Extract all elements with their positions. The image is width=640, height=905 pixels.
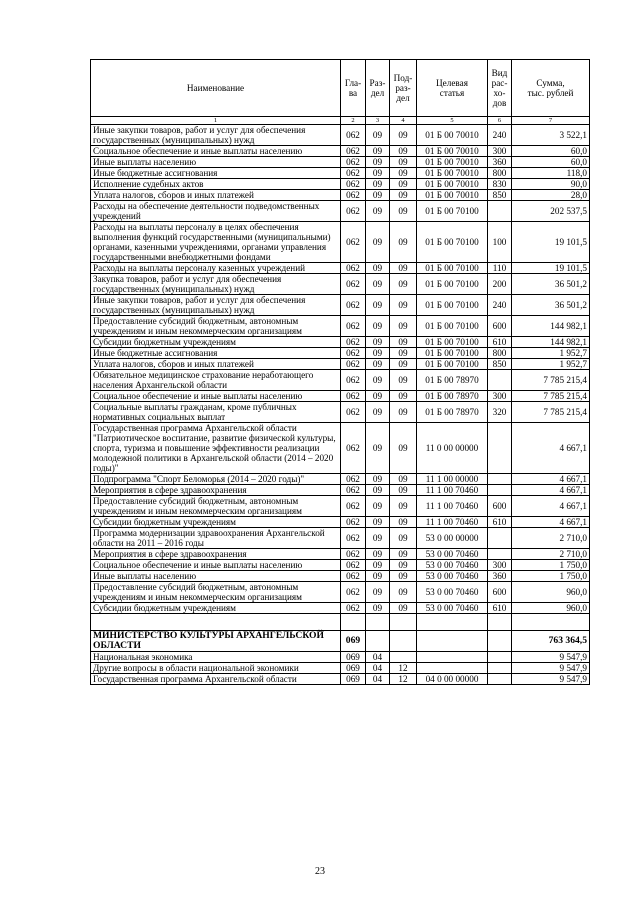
cell-podrazdel: 12 (390, 663, 417, 674)
cell-razdel: 09 (366, 348, 390, 359)
cell-name: Социальное обеспечение и иные выплаты населению (91, 560, 341, 571)
cell-name: Социальное обеспечение и иные выплаты населению (91, 146, 341, 157)
cell-vid: 300 (488, 560, 512, 571)
cell-name: Социальные выплаты гражданам, кроме публичных нормативных социальных выплат (91, 402, 341, 423)
cell-name: Другие вопросы в области национальной экономики (91, 663, 341, 674)
cell-razdel: 09 (366, 549, 390, 560)
cell-statya: 01 Б 00 70010 (417, 157, 488, 168)
cell-statya: 01 Б 00 70100 (417, 222, 488, 263)
cell-name: Обязательное медицинское страхование неработающего населения Архангельской области (91, 370, 341, 391)
table-row (91, 496, 590, 517)
cell-glava: 062 (341, 496, 366, 517)
cell-podrazdel: 09 (390, 485, 417, 496)
cell-razdel: 09 (366, 125, 390, 146)
cell-podrazdel: 09 (390, 348, 417, 359)
cell-razdel: 09 (366, 485, 390, 496)
cell-razdel: 09 (366, 190, 390, 201)
cell-vid: 300 (488, 146, 512, 157)
cell-glava: 069 (341, 631, 366, 652)
cell-podrazdel: 09 (390, 571, 417, 582)
cell-razdel: 09 (366, 222, 390, 263)
empty-cell (366, 614, 390, 631)
cell-summa: 9 547,9 (512, 674, 590, 685)
cell-podrazdel: 09 (390, 560, 417, 571)
cell-podrazdel: 12 (390, 674, 417, 685)
cell-name: Национальная экономика (91, 652, 341, 663)
cell-statya: 53 0 00 70460 (417, 549, 488, 560)
cell-podrazdel: 09 (390, 190, 417, 201)
table-row (91, 402, 590, 423)
table-body (91, 125, 590, 685)
cell-statya: 01 Б 00 70100 (417, 348, 488, 359)
cell-statya: 11 1 00 00000 (417, 474, 488, 485)
cell-glava: 062 (341, 125, 366, 146)
empty-cell (91, 614, 341, 631)
cell-razdel: 09 (366, 274, 390, 295)
cell-vid: 800 (488, 168, 512, 179)
cell-summa: 19 101,5 (512, 263, 590, 274)
table-row (91, 337, 590, 348)
cell-glava: 062 (341, 391, 366, 402)
cell-podrazdel: 09 (390, 549, 417, 560)
cell-glava: 062 (341, 348, 366, 359)
cell-statya: 53 0 00 70460 (417, 560, 488, 571)
table-row (91, 348, 590, 359)
cell-name: Государственная программа Архангельской области (91, 674, 341, 685)
cell-podrazdel: 09 (390, 582, 417, 603)
cell-name: Расходы на обеспечение деятельности подведомственных учреждений (91, 201, 341, 222)
cell-summa: 960,0 (512, 582, 590, 603)
table-row (91, 125, 590, 146)
cell-podrazdel (390, 631, 417, 652)
cell-razdel: 09 (366, 402, 390, 423)
table-row (91, 295, 590, 316)
table-row (91, 190, 590, 201)
cell-vid (488, 370, 512, 391)
cell-glava: 062 (341, 560, 366, 571)
cell-podrazdel: 09 (390, 528, 417, 549)
cell-name: Мероприятия в сфере здравоохранения (91, 485, 341, 496)
cell-glava: 062 (341, 168, 366, 179)
cell-name: Уплата налогов, сборов и иных платежей (91, 359, 341, 370)
table-row (91, 603, 590, 614)
table-row (91, 631, 590, 652)
cell-vid (488, 423, 512, 474)
cell-vid: 850 (488, 359, 512, 370)
cell-statya: 53 0 00 70460 (417, 603, 488, 614)
cell-razdel: 09 (366, 370, 390, 391)
page-number: 23 (315, 866, 325, 877)
cell-summa: 4 667,1 (512, 474, 590, 485)
cell-podrazdel: 09 (390, 295, 417, 316)
cell-statya: 01 Б 00 70010 (417, 125, 488, 146)
cell-summa: 144 982,1 (512, 337, 590, 348)
cell-name: Субсидии бюджетным учреждениям (91, 517, 341, 528)
cell-name: Иные бюджетные ассигнования (91, 348, 341, 359)
cell-statya: 01 Б 00 70100 (417, 201, 488, 222)
cell-name: Субсидии бюджетным учреждениям (91, 337, 341, 348)
cell-podrazdel: 09 (390, 168, 417, 179)
cell-glava: 069 (341, 674, 366, 685)
table-row (91, 274, 590, 295)
cell-vid: 610 (488, 603, 512, 614)
cell-name: Программа модернизации здравоохранения Архангельской области на 2011 – 2016 годы (91, 528, 341, 549)
cell-razdel: 09 (366, 391, 390, 402)
cell-glava: 069 (341, 663, 366, 674)
cell-statya: 01 Б 00 78970 (417, 391, 488, 402)
cell-statya: 01 Б 00 70100 (417, 337, 488, 348)
cell-name: Расходы на выплаты персоналу казенных учреждений (91, 263, 341, 274)
cell-vid (488, 631, 512, 652)
cell-glava: 062 (341, 549, 366, 560)
cell-razdel: 04 (366, 674, 390, 685)
cell-statya: 01 Б 00 70100 (417, 295, 488, 316)
table-row (91, 146, 590, 157)
table-row (91, 359, 590, 370)
cell-name: Уплата налогов, сборов и иных платежей (91, 190, 341, 201)
cell-razdel: 09 (366, 423, 390, 474)
cell-glava: 062 (341, 222, 366, 263)
cell-razdel: 09 (366, 582, 390, 603)
cell-summa: 36 501,2 (512, 295, 590, 316)
cell-glava: 062 (341, 571, 366, 582)
cell-vid: 200 (488, 274, 512, 295)
cell-name: Предоставление субсидий бюджетным, автономным учреждениям и иным некоммерческим организациям (91, 316, 341, 337)
cell-name: МИНИСТЕРСТВО КУЛЬТУРЫ АРХАНГЕЛЬСКОЙ ОБЛАСТИ (91, 631, 341, 652)
cell-podrazdel: 09 (390, 263, 417, 274)
cell-vid: 360 (488, 157, 512, 168)
cell-name: Иные закупки товаров, работ и услуг для обеспечения государственных (муниципальных) нужд (91, 125, 341, 146)
cell-vid: 600 (488, 316, 512, 337)
cell-podrazdel: 09 (390, 603, 417, 614)
cell-statya: 01 Б 00 70100 (417, 359, 488, 370)
cell-summa: 4 667,1 (512, 423, 590, 474)
table-row (91, 201, 590, 222)
cell-glava: 062 (341, 474, 366, 485)
cell-razdel: 04 (366, 663, 390, 674)
cell-glava: 062 (341, 179, 366, 190)
header-podrazdel: Под- раз- дел (390, 60, 417, 117)
cell-statya: 01 Б 00 70010 (417, 168, 488, 179)
cell-summa: 7 785 215,4 (512, 391, 590, 402)
cell-podrazdel: 09 (390, 337, 417, 348)
cell-statya: 01 Б 00 70100 (417, 263, 488, 274)
cell-summa: 1 952,7 (512, 359, 590, 370)
cell-vid (488, 485, 512, 496)
cell-razdel: 09 (366, 146, 390, 157)
cell-name: Иные бюджетные ассигнования (91, 168, 341, 179)
cell-vid: 830 (488, 179, 512, 190)
cell-glava: 069 (341, 652, 366, 663)
cell-razdel: 09 (366, 179, 390, 190)
cell-vid (488, 549, 512, 560)
cell-statya (417, 652, 488, 663)
table-row (91, 528, 590, 549)
cell-podrazdel: 09 (390, 316, 417, 337)
cell-razdel: 09 (366, 337, 390, 348)
cell-razdel: 09 (366, 474, 390, 485)
spacer-row (91, 614, 590, 631)
cell-vid: 240 (488, 125, 512, 146)
cell-glava: 062 (341, 423, 366, 474)
cell-razdel (366, 631, 390, 652)
table-row (91, 571, 590, 582)
cell-name: Мероприятия в сфере здравоохранения (91, 549, 341, 560)
cell-podrazdel: 09 (390, 496, 417, 517)
cell-summa: 1 750,0 (512, 571, 590, 582)
cell-summa: 7 785 215,4 (512, 402, 590, 423)
cell-razdel: 09 (366, 263, 390, 274)
cell-summa: 4 667,1 (512, 496, 590, 517)
cell-glava: 062 (341, 337, 366, 348)
cell-podrazdel: 09 (390, 157, 417, 168)
table-row (91, 157, 590, 168)
cell-vid: 110 (488, 263, 512, 274)
column-number: 5 (417, 117, 488, 125)
cell-summa: 2 710,0 (512, 528, 590, 549)
cell-statya: 53 0 00 00000 (417, 528, 488, 549)
cell-razdel: 09 (366, 295, 390, 316)
table-row (91, 179, 590, 190)
cell-statya: 01 Б 00 70010 (417, 179, 488, 190)
cell-podrazdel: 09 (390, 402, 417, 423)
cell-glava: 062 (341, 190, 366, 201)
cell-statya: 53 0 00 70460 (417, 582, 488, 603)
cell-podrazdel: 09 (390, 359, 417, 370)
header-razdel: Раз- дел (366, 60, 390, 117)
cell-podrazdel: 09 (390, 517, 417, 528)
cell-podrazdel: 09 (390, 474, 417, 485)
cell-podrazdel: 09 (390, 201, 417, 222)
cell-glava: 062 (341, 359, 366, 370)
cell-glava: 062 (341, 402, 366, 423)
header-summa: Сумма, тыс. рублей (512, 60, 590, 117)
cell-glava: 062 (341, 157, 366, 168)
cell-summa: 90,0 (512, 179, 590, 190)
cell-podrazdel: 09 (390, 423, 417, 474)
cell-statya: 04 0 00 00000 (417, 674, 488, 685)
cell-statya: 53 0 00 70460 (417, 571, 488, 582)
cell-glava: 062 (341, 485, 366, 496)
column-number: 1 (91, 117, 341, 125)
cell-name: Иные выплаты населению (91, 571, 341, 582)
column-number: 2 (341, 117, 366, 125)
column-number: 7 (512, 117, 590, 125)
cell-vid (488, 528, 512, 549)
cell-statya: 01 Б 00 70010 (417, 146, 488, 157)
cell-vid (488, 663, 512, 674)
cell-razdel: 09 (366, 316, 390, 337)
cell-podrazdel: 09 (390, 179, 417, 190)
cell-vid: 360 (488, 571, 512, 582)
cell-summa: 144 982,1 (512, 316, 590, 337)
cell-vid: 610 (488, 517, 512, 528)
cell-summa: 960,0 (512, 603, 590, 614)
table-header-row (91, 60, 590, 117)
cell-name: Иные выплаты населению (91, 157, 341, 168)
cell-summa: 1 750,0 (512, 560, 590, 571)
cell-name: Иные закупки товаров, работ и услуг для обеспечения государственных (муниципальных) нужд (91, 295, 341, 316)
cell-razdel: 09 (366, 560, 390, 571)
cell-statya (417, 631, 488, 652)
cell-summa: 9 547,9 (512, 663, 590, 674)
table-row (91, 485, 590, 496)
cell-vid: 240 (488, 295, 512, 316)
cell-summa: 4 667,1 (512, 517, 590, 528)
cell-name: Социальное обеспечение и иные выплаты населению (91, 391, 341, 402)
cell-statya: 11 1 00 70460 (417, 485, 488, 496)
cell-name: Предоставление субсидий бюджетным, автономным учреждениям и иным некоммерческим организациям (91, 582, 341, 603)
header-vid: Вид рас- хо- дов (488, 60, 512, 117)
table-row (91, 517, 590, 528)
column-number-row (91, 117, 590, 125)
cell-summa: 60,0 (512, 146, 590, 157)
cell-statya: 01 Б 00 70010 (417, 190, 488, 201)
cell-razdel: 09 (366, 201, 390, 222)
column-number: 4 (390, 117, 417, 125)
cell-summa: 4 667,1 (512, 485, 590, 496)
cell-name: Субсидии бюджетным учреждениям (91, 603, 341, 614)
table-row (91, 222, 590, 263)
empty-cell (512, 614, 590, 631)
cell-glava: 062 (341, 603, 366, 614)
cell-glava: 062 (341, 528, 366, 549)
cell-vid: 600 (488, 582, 512, 603)
cell-glava: 062 (341, 146, 366, 157)
cell-statya: 01 Б 00 70100 (417, 316, 488, 337)
cell-summa: 118,0 (512, 168, 590, 179)
cell-razdel: 09 (366, 359, 390, 370)
cell-statya: 11 0 00 00000 (417, 423, 488, 474)
table-row (91, 549, 590, 560)
cell-glava: 062 (341, 582, 366, 603)
cell-glava: 062 (341, 517, 366, 528)
cell-summa: 9 547,9 (512, 652, 590, 663)
empty-cell (341, 614, 366, 631)
table-row (91, 263, 590, 274)
cell-razdel: 09 (366, 603, 390, 614)
cell-glava: 062 (341, 295, 366, 316)
column-number: 6 (488, 117, 512, 125)
header-name: Наименование (91, 60, 341, 117)
cell-vid (488, 474, 512, 485)
cell-name: Государственная программа Архангельской области "Патриотическое воспитание, развитие физической культуры, спорта, туризма и повышение эффективности реализации молодежной политики в Архангельской области (2014 – 2020 годы)" (91, 423, 341, 474)
cell-name: Исполнение судебных актов (91, 179, 341, 190)
cell-podrazdel (390, 652, 417, 663)
table-row (91, 391, 590, 402)
table-row (91, 370, 590, 391)
cell-vid: 300 (488, 391, 512, 402)
table-row (91, 652, 590, 663)
cell-glava: 062 (341, 274, 366, 295)
cell-name: Расходы на выплаты персоналу в целях обеспечения выполнения функций государственными (муниципальными) органами, казенными учреждениями, органами управления государственными внебюджетными фондами (91, 222, 341, 263)
cell-summa: 763 364,5 (512, 631, 590, 652)
cell-summa: 202 537,5 (512, 201, 590, 222)
cell-podrazdel: 09 (390, 391, 417, 402)
cell-summa: 7 785 215,4 (512, 370, 590, 391)
empty-cell (488, 614, 512, 631)
cell-summa: 36 501,2 (512, 274, 590, 295)
table-row (91, 582, 590, 603)
cell-statya (417, 663, 488, 674)
table-row (91, 423, 590, 474)
table-row (91, 674, 590, 685)
cell-name: Предоставление субсидий бюджетным, автономным учреждениям и иным некоммерческим организациям (91, 496, 341, 517)
cell-statya: 01 Б 00 78970 (417, 402, 488, 423)
cell-glava: 062 (341, 263, 366, 274)
cell-podrazdel: 09 (390, 370, 417, 391)
cell-vid: 800 (488, 348, 512, 359)
cell-vid: 600 (488, 496, 512, 517)
cell-razdel: 09 (366, 168, 390, 179)
cell-vid (488, 674, 512, 685)
table-row (91, 474, 590, 485)
cell-name: Подпрограмма "Спорт Беломорья (2014 – 2020 годы)" (91, 474, 341, 485)
cell-glava: 062 (341, 201, 366, 222)
cell-razdel: 09 (366, 517, 390, 528)
cell-statya: 01 Б 00 70100 (417, 274, 488, 295)
cell-vid (488, 652, 512, 663)
cell-statya: 11 1 00 70460 (417, 496, 488, 517)
cell-podrazdel: 09 (390, 274, 417, 295)
cell-glava: 062 (341, 316, 366, 337)
cell-glava: 062 (341, 370, 366, 391)
budget-table (90, 59, 590, 685)
cell-name: Закупка товаров, работ и услуг для обеспечения государственных (муниципальных) нужд (91, 274, 341, 295)
header-glava: Гла- ва (341, 60, 366, 117)
cell-podrazdel: 09 (390, 146, 417, 157)
cell-vid: 610 (488, 337, 512, 348)
cell-statya: 01 Б 00 78970 (417, 370, 488, 391)
cell-razdel: 09 (366, 571, 390, 582)
cell-razdel: 09 (366, 496, 390, 517)
header-statya: Целевая статья (417, 60, 488, 117)
cell-summa: 19 101,5 (512, 222, 590, 263)
cell-vid (488, 201, 512, 222)
column-number: 3 (366, 117, 390, 125)
cell-summa: 3 522,1 (512, 125, 590, 146)
empty-cell (417, 614, 488, 631)
cell-podrazdel: 09 (390, 222, 417, 263)
cell-podrazdel: 09 (390, 125, 417, 146)
empty-cell (390, 614, 417, 631)
cell-vid: 100 (488, 222, 512, 263)
table-row (91, 663, 590, 674)
table-row (91, 560, 590, 571)
cell-statya: 11 1 00 70460 (417, 517, 488, 528)
cell-summa: 28,0 (512, 190, 590, 201)
cell-razdel: 09 (366, 528, 390, 549)
cell-razdel: 09 (366, 157, 390, 168)
table-row (91, 168, 590, 179)
cell-summa: 1 952,7 (512, 348, 590, 359)
cell-razdel: 04 (366, 652, 390, 663)
cell-vid: 320 (488, 402, 512, 423)
cell-summa: 2 710,0 (512, 549, 590, 560)
cell-summa: 60,0 (512, 157, 590, 168)
table-row (91, 316, 590, 337)
cell-vid: 850 (488, 190, 512, 201)
